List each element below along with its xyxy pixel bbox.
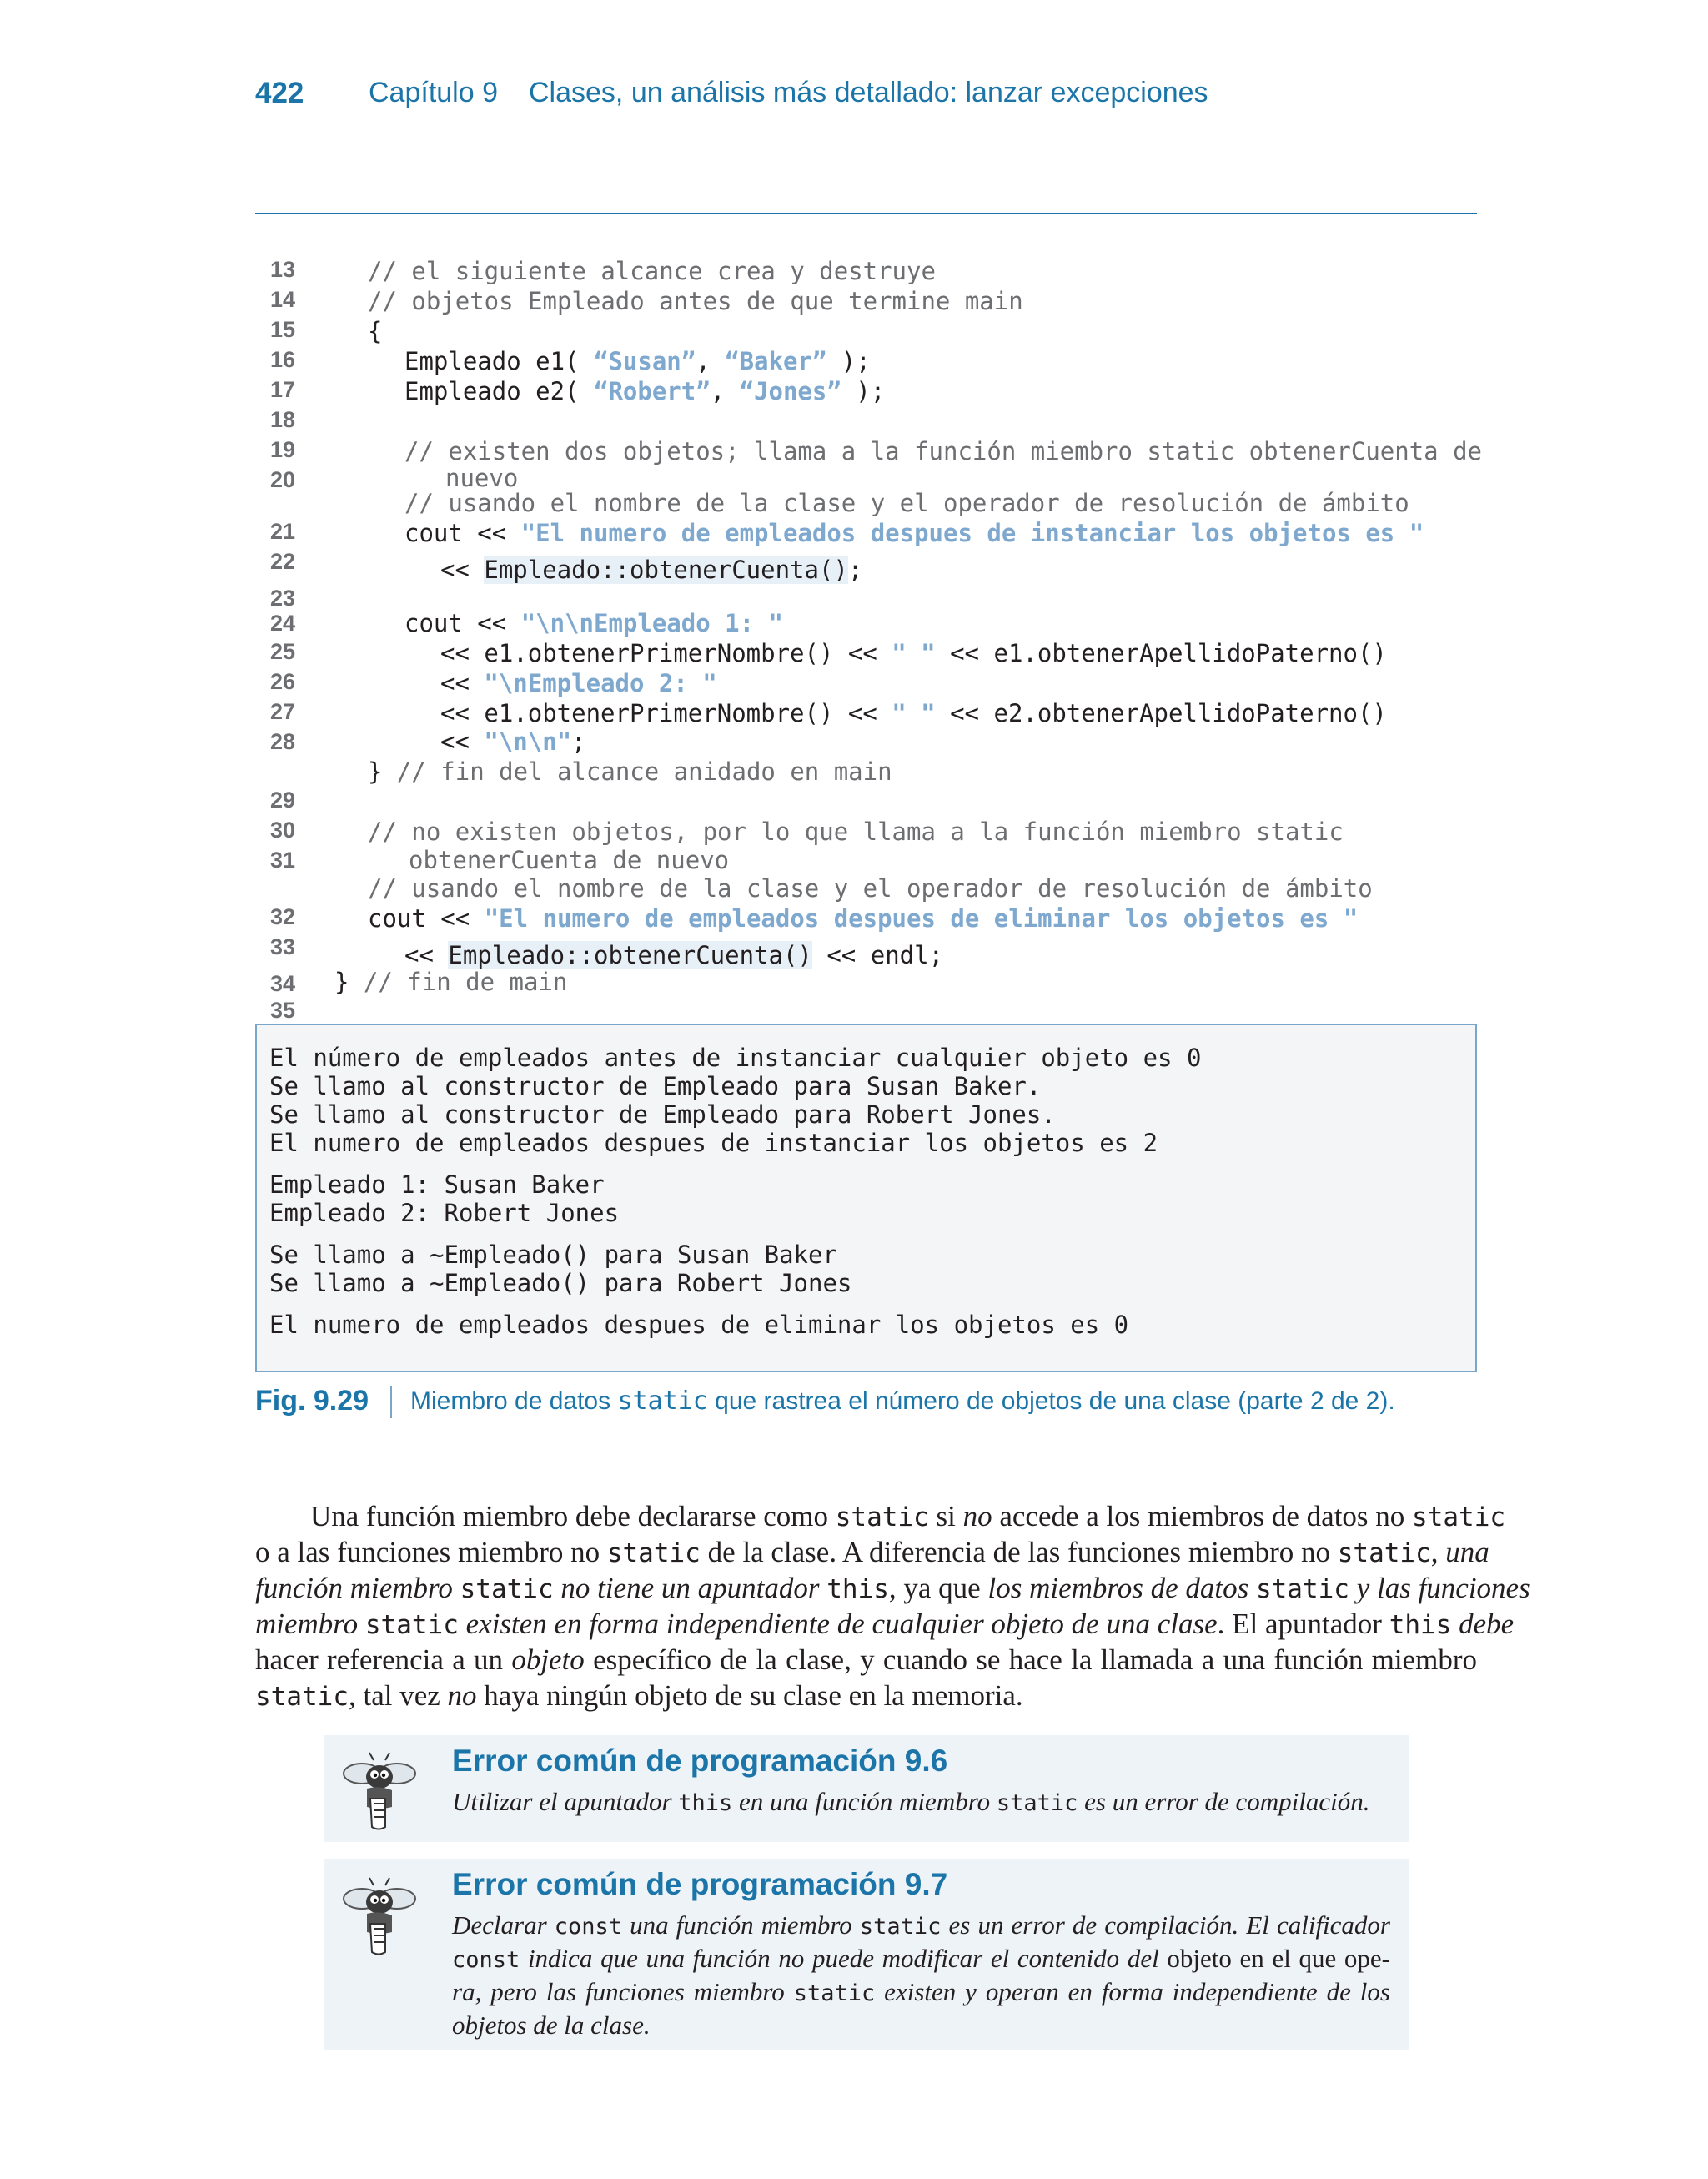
line-number: 31 <box>270 848 296 873</box>
line-number: 20 <box>270 467 296 492</box>
tip-box-error-9-7 <box>324 1859 1409 2050</box>
output-line: Se llamo al constructor de Empleado para Robert Jones. <box>269 1100 1056 1129</box>
code-top-rule <box>255 213 1477 214</box>
line-number: 13 <box>270 257 296 282</box>
code-line <box>255 317 383 372</box>
tip-text: ra, pero las funciones miembro static existen y operan en forma independiente de los <box>452 1977 1390 2006</box>
code-text: << e1.obtenerPrimerNombre() << " " << e2.obtenerApellidoPaterno() <box>440 699 1387 727</box>
output-line: El número de empleados antes de instanciar cualquier objeto es 0 <box>269 1044 1202 1072</box>
line-number: 23 <box>270 586 296 611</box>
tip-box-error-9-6 <box>324 1735 1409 1842</box>
code-line <box>255 407 314 462</box>
tip-title: Error común de programación 9.6 <box>452 1744 948 1778</box>
tip-title: Error común de programación 9.7 <box>452 1867 948 1901</box>
body-paragraph-line: static, tal vez no haya ningún objeto de su clase en la memoria. <box>255 1679 1023 1712</box>
line-number: 22 <box>270 549 296 574</box>
code-line <box>255 287 1023 342</box>
code-line <box>255 669 717 724</box>
code-comment: // usando el nombre de la clase y el operador de resolución de ámbito <box>404 489 1409 517</box>
output-line: Empleado 2: Robert Jones <box>269 1199 620 1227</box>
body-paragraph-line: Una función miembro debe declararse como static si no accede a los miembros de datos no static <box>310 1500 1506 1532</box>
line-number: 29 <box>270 788 296 813</box>
output-line: El numero de empleados despues de eliminar los objetos es 0 <box>269 1311 1129 1339</box>
body-paragraph-line: hacer referencia a un objeto específico de la clase, y cuando se hace la llamada a una función miembro <box>255 1643 1477 1676</box>
code-text: << Empleado::obtenerCuenta() << endl; <box>404 941 944 969</box>
line-number: 18 <box>270 407 296 432</box>
line-number: 25 <box>270 639 296 664</box>
line-number: 30 <box>270 818 296 843</box>
line-number: 15 <box>270 317 296 342</box>
output-line: Se llamo a ~Empleado() para Robert Jones <box>269 1269 852 1297</box>
line-number: 32 <box>270 904 296 929</box>
figure-text: Miembro de datos static que rastrea el número de objetos de una clase (parte 2 de 2). <box>410 1386 1395 1416</box>
line-number: 21 <box>270 519 296 544</box>
code-line <box>255 788 314 843</box>
chapter-title: Clases, un análisis más detallado: lanzar excepciones <box>529 77 1208 108</box>
output-line: Se llamo a ~Empleado() para Susan Baker <box>269 1240 837 1269</box>
line-number: 33 <box>270 934 296 959</box>
line-number: 16 <box>270 347 296 372</box>
code-comment: nuevo <box>445 464 519 492</box>
code-line <box>255 581 314 636</box>
code-comment: // existen dos objetos; llama a la función miembro static obtenerCuenta de <box>404 437 1483 465</box>
line-number: 14 <box>270 287 296 312</box>
line-number: 34 <box>270 971 296 996</box>
code-text: << "\nEmpleado 2: " <box>440 669 717 697</box>
code-line <box>255 377 886 432</box>
code-line <box>255 757 892 813</box>
code-comment: obtenerCuenta de nuevo <box>409 846 730 874</box>
figure-label: Fig. 9.29 <box>255 1385 369 1417</box>
code-line <box>255 846 730 874</box>
code-comment: // usando el nombre de la clase y el operador de resolución de ámbito <box>368 874 1373 903</box>
code-text: << "\n\n"; <box>440 727 586 756</box>
chapter-label: Capítulo 9 <box>369 77 498 108</box>
line-number: 17 <box>270 377 296 402</box>
code-comment: // no existen objetos, por lo que llama a la función miembro static <box>368 818 1344 846</box>
tip-text: objetos de la clase. <box>452 2010 651 2040</box>
tip-text: Declarar const una función miembro static es un error de compilación. El calificador <box>452 1910 1390 1940</box>
bug-thumbs-down-icon <box>342 1752 417 1832</box>
code-comment: // el siguiente alcance crea y destruye <box>368 257 936 285</box>
code-line <box>255 227 314 282</box>
tip-text: Utilizar el apuntador this en una función miembro static es un error de compilación. <box>452 1787 1370 1816</box>
code-line <box>255 727 586 756</box>
output-line: Se llamo al constructor de Empleado para Susan Baker. <box>269 1072 1042 1100</box>
caption-divider <box>390 1386 392 1418</box>
code-line <box>255 968 568 1023</box>
code-line <box>255 609 783 664</box>
code-text: Empleado e2( “Robert”, “Jones” ); <box>404 377 886 405</box>
output-line: El numero de empleados despues de instanciar los objetos es 2 <box>269 1129 1158 1157</box>
body-paragraph-line: miembro static existen en forma independiente de cualquier objeto de una clase. El apuntador this debe <box>255 1608 1515 1640</box>
line-number: 28 <box>270 729 296 754</box>
line-number: 26 <box>270 669 296 694</box>
code-text: { <box>368 317 383 345</box>
program-output <box>255 1024 1477 1372</box>
code-text: cout << "El numero de empleados despues de instanciar los objetos es " <box>404 519 1424 547</box>
line-number: 27 <box>270 699 296 724</box>
bug-thumbs-down-icon <box>342 1877 417 1957</box>
output-line: Empleado 1: Susan Baker <box>269 1170 605 1199</box>
code-text: << Empleado::obtenerCuenta(); <box>440 556 863 584</box>
line-number: 24 <box>270 611 296 636</box>
tip-text: const indica que una función no puede modificar el contenido del objeto en el que ope- <box>452 1944 1390 1973</box>
figure-caption <box>255 1385 1481 1423</box>
code-text: cout << "El numero de empleados despues de eliminar los objetos es " <box>368 904 1359 933</box>
code-comment: // objetos Empleado antes de que termine main <box>368 287 1023 315</box>
code-text: Empleado e1( “Susan”, “Baker” ); <box>404 347 871 375</box>
code-text: } // fin de main <box>334 968 568 996</box>
code-text: } // fin del alcance anidado en main <box>368 757 892 786</box>
line-number: 35 <box>270 998 296 1023</box>
page-number: 422 <box>255 77 304 109</box>
code-line <box>255 464 519 492</box>
code-text: cout << "\n\nEmpleado 1: " <box>404 609 783 637</box>
body-paragraph-line: función miembro static no tiene un apuntador this, ya que los miembros de datos static y las funciones <box>255 1572 1530 1604</box>
body-paragraph-line: o a las funciones miembro no static de la clase. A diferencia de las funciones miembro no static, una <box>255 1536 1489 1568</box>
code-text: << e1.obtenerPrimerNombre() << " " << e1.obtenerApellidoPaterno() <box>440 639 1387 667</box>
line-number: 19 <box>270 437 296 462</box>
code-line <box>255 556 863 611</box>
